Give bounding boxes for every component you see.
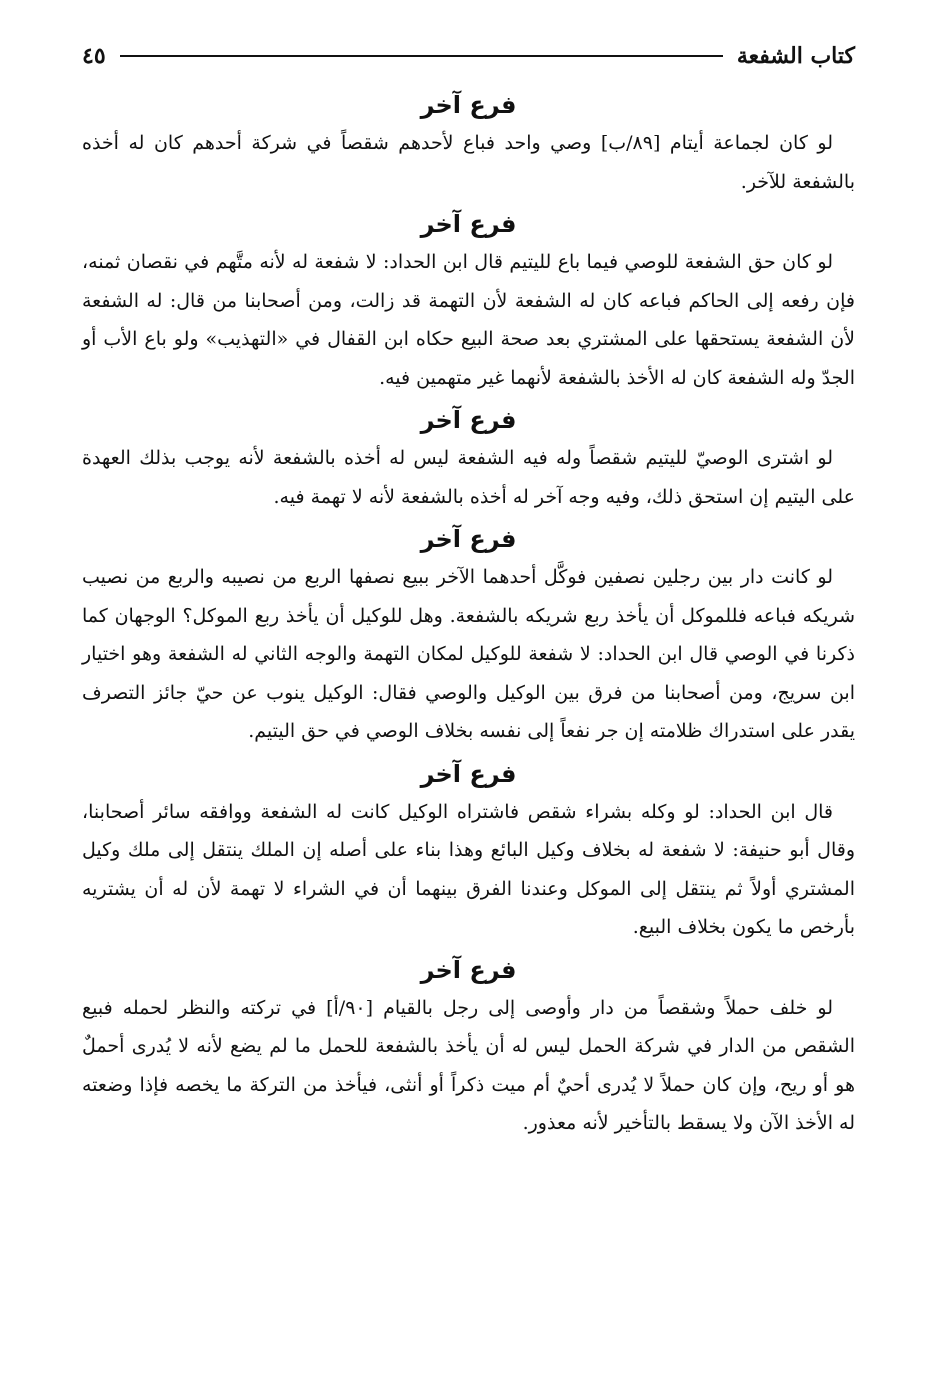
section-paragraph: لو خلف حملاً وشقصاً من دار وأوصى إلى رجل بالقيام [٩٠/أ] في تركته والنظر لحمله فبيع الشقص من الدار في شركة الحمل ليس له أن يأخذ بالشفعة للحمل ما لم يضع لأنه لا يُدرى أحملٌ هو أو ريح، وإن كان حملاً لا يُدرى أحيٌ أم ميت ذكراً أو أنثى، فيأخذ من التركة ما يخصه فإذا وضعته له الأخذ الآن ولا يسقط بالتأخير لأنه معذور. — [82, 996, 855, 1134]
section-3 — [82, 403, 855, 516]
section-heading: فرع آخر — [420, 955, 517, 984]
section-paragraph: لو كانت دار بين رجلين نصفين فوكَّل أحدهما الآخر ببيع نصفها الربع من نصيبه والربع من نصيب شريكه فباعه فللموكل أن يأخذ ربع شريكه بالشفعة. وهل للوكيل أن يأخذ ربع الموكل؟ الوجهان كما ذكرنا في الوصي قال ابن الحداد: لا شفعة للوكيل لمكان التهمة والوجه الثاني له الشفعة وهو اختيار ابن سريج، ومن أصحابنا من فرق بين الوكيل والوصي فقال: الوكيل ينوب عن حيّ جائز التصرف يقدر على استدراك ظلامته إن جر نفعاً إلى نفسه بخلاف الوصي في حق اليتيم. — [82, 566, 855, 742]
book-title: كتاب الشفعة — [736, 43, 855, 69]
running-header — [82, 34, 855, 78]
section-heading: فرع آخر — [420, 210, 517, 238]
section-2 — [82, 207, 855, 397]
section-heading: فرع آخر — [420, 525, 517, 553]
section-1 — [82, 88, 855, 201]
section-heading: فرع آخر — [420, 406, 517, 434]
section-heading: فرع آخر — [420, 759, 517, 788]
section-paragraph: لو اشترى الوصيّ لليتيم شقصاً وله فيه الشفعة ليس له أخذه بالشفعة لأنه يوجب بذلك العهدة على اليتيم إن استحق ذلك، وفيه وجه آخر له أخذه بالشفعة لأنه لا تهمة فيه. — [82, 447, 855, 508]
page-number: ٤٥ — [82, 43, 106, 69]
section-paragraph: قال ابن الحداد: لو وكله بشراء شقص فاشتراه الوكيل كانت له الشفعة ووافقه سائر أصحابنا، وقال أبو حنيفة: لا شفعة له بخلاف وكيل البائع وهذا بناء على أصله إن الملك ينتقل إلى ملك وكيل المشتري أولاً ثم ينتقل إلى الموكل وعندنا الفرق بينهما أن في الشراء لا تهمة لأن له أن يشتريه بأرخص ما يكون بخلاف البيع. — [82, 800, 855, 938]
section-4 — [82, 522, 855, 751]
section-paragraph: لو كان لجماعة أيتام [٨٩/ب] وصي واحد فباع لأحدهم شقصاً في شركة أحدهم كان له أخذه بالشفعة للآخر. — [82, 132, 855, 193]
section-6 — [82, 953, 855, 1143]
section-5 — [82, 757, 855, 947]
section-heading: فرع آخر — [420, 91, 517, 119]
header-rule — [120, 55, 723, 57]
section-paragraph: لو كان حق الشفعة للوصي فيما باع لليتيم قال ابن الحداد: لا شفعة له لأنه متَّهم في نقصان ثمنه، فإن رفعه إلى الحاكم فباعه كان له الشفعة لأن التهمة قد زالت، ومن أصحابنا من قال: له الشفعة لأن الشفعة يستحقها على المشتري بعد صحة البيع حكاه ابن القفال في «التهذيب» ولو باع الأب أو الجدّ وله الشفعة كان له الأخذ بالشفعة لأنهما غير متهمين فيه. — [82, 251, 855, 389]
